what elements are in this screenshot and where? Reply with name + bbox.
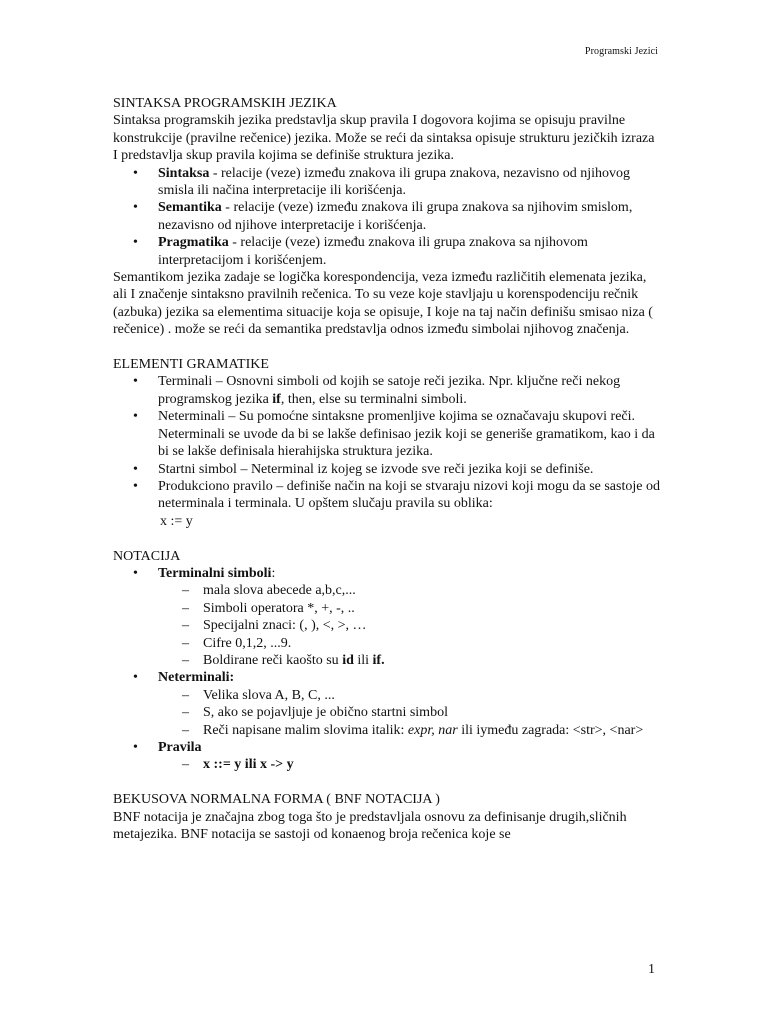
item-text: Cifre 0,1,2, ...9.: [203, 635, 292, 651]
item-text: S, ako se pojavljuje je obično startni simbol: [203, 705, 448, 721]
sublist-item: [158, 756, 661, 773]
bullet-icon: •: [133, 670, 138, 686]
list-item: [113, 565, 661, 669]
dash-icon: –: [182, 705, 189, 721]
term: Pragmatika: [158, 235, 229, 251]
list-item: [113, 165, 661, 200]
dash-icon: –: [182, 652, 189, 668]
term: Semantika: [158, 200, 222, 216]
terminalni-sublist: [158, 582, 661, 669]
item-text: Startni simbol – Neterminal iz kojeg se izvode sve reči jezika koji se definiše.: [158, 461, 594, 477]
section-title-elementi: ELEMENTI GRAMATIKE: [113, 357, 269, 373]
item-text: Specijalni znaci: (, ), <, >, …: [203, 618, 367, 634]
dash-icon: –: [182, 600, 189, 616]
label-suffix: :: [271, 565, 276, 581]
item-text: Simboli operatora *, +, -, ..: [203, 600, 355, 616]
list-item: [113, 478, 661, 530]
spacer: [113, 530, 661, 547]
dash-icon: –: [182, 635, 189, 651]
neterminali-sublist: [158, 687, 661, 739]
page-number: 1: [648, 962, 655, 977]
list-item: [113, 739, 661, 774]
rule-definition: x ::= y ili x -> y: [203, 757, 294, 773]
term-description: - relacije (veze) između znakova ili grupa znakova sa njihovom interpretacijom i korišćenjem.: [158, 235, 588, 268]
bullet-icon: •: [133, 235, 138, 251]
spacer: [113, 774, 661, 791]
document-body: [113, 95, 661, 843]
bullet-icon: •: [133, 374, 138, 390]
list-item: [113, 373, 661, 408]
dash-icon: –: [182, 722, 189, 738]
sintaksa-intro: Sintaksa programskih jezika predstavlja skup pravila I dogovora kojima se opisuju pravilne konstrukcije (pravilne rečenice) jezika. Može se reći da sintaksa opisuje strukturu jezičkih izraza I predstavlja skup pravila kojima se definiše struktura jezika.: [113, 113, 655, 164]
pravila-sublist: [158, 756, 661, 773]
item-text: mala slova abecede a,b,c,...: [203, 583, 356, 599]
dash-icon: –: [182, 583, 189, 599]
item-text: , then, else su terminalni simboli.: [280, 391, 467, 407]
bnf-text: BNF notacija je značajna zbog toga što je predstavljala osnovu za definisanje drugih,sličnih metajezika. BNF notacija se sastoji od konaenog broja rečenica koje se: [113, 809, 627, 843]
list-item: [113, 199, 661, 234]
sublist-item: [158, 652, 661, 669]
dash-icon: –: [182, 687, 189, 703]
section-title-bnf: BEKUSOVA NORMALNA FORMA ( BNF NOTACIJA ): [113, 792, 440, 808]
term-description: - relacije (veze) između znakova ili grupa znakova, nezavisno od njihovog smisla ili načina interpretacije ili korišćenja.: [158, 165, 630, 199]
list-item: [113, 461, 661, 478]
sublist-item: [158, 722, 661, 739]
sintaksa-outro: Semantikom jezika zadaje se logička korespondencija, veza između različitih elemenata jezika, ali I značenje sintaksno pravilnih rečenica. To su veze koje stavljaju u korenspodenciju rečnik (azbuka) jezika sa elementima situacije koja se opisuje, I koje na taj način definišu smisao niza ( rečenice) . može se reći da semantika predstavlja odnos između simbolai njihovog značenja.: [113, 270, 653, 338]
sublist-item: [158, 600, 661, 617]
dash-icon: –: [182, 618, 189, 634]
section-title-sintaksa: SINTAKSA PROGRAMSKIH JEZIKA: [113, 96, 337, 111]
running-header: Programski Jezici: [584, 46, 658, 57]
item-text: Produkciono pravilo – definiše način na koji se stvaraju nizovi koji mogu da se sastoje od neterminala i terminala. U opštem slučaju pravila su oblika:: [158, 478, 660, 512]
item-text: Velika slova A, B, C, ...: [203, 687, 335, 703]
term-description: - relacije (veze) između znakova ili grupa znakova sa njihovim smislom, nezavisno od njihove interpretacije i korišćenja.: [158, 200, 633, 233]
elementi-list: [113, 373, 661, 530]
bullet-icon: •: [133, 165, 138, 181]
group-label: Neterminali:: [158, 670, 235, 686]
item-text: Boldirane reči kaošto su: [203, 652, 343, 668]
bullet-icon: •: [133, 565, 138, 581]
italic-example: expr, nar: [407, 722, 458, 738]
sublist-item: [158, 582, 661, 599]
sublist-item: [158, 617, 661, 634]
bullet-icon: •: [133, 740, 138, 755]
sublist-item: [158, 687, 661, 704]
item-text: Reči napisane malim slovima italik:: [203, 722, 408, 738]
sintaksa-list: [113, 165, 661, 269]
rule-form: x := y: [160, 513, 193, 529]
bullet-icon: •: [133, 478, 138, 494]
group-label: Terminalni simboli: [158, 565, 272, 581]
dash-icon: –: [182, 757, 189, 773]
item-text: Neterminali – Su pomoćne sintaksne promenljive kojima se označavaju skupovi reči. Neterminali se uvode da bi se lakše definisao jezik koji se generiše gramatikom, kao i da bi se lakše definisala hierahijska struktura jezika.: [158, 409, 655, 460]
item-text: Terminali – Osnovni simboli od kojih se satoje reči jezika. Npr. ključne reči nekog programskog jezika: [158, 374, 621, 407]
bullet-icon: •: [133, 200, 138, 216]
term: Sintaksa: [158, 165, 210, 181]
group-label: Pravila: [158, 740, 202, 755]
item-text: ili iymeđu zagrada: <str>, <nar>: [457, 722, 644, 738]
notacija-list: [113, 565, 661, 774]
bullet-icon: •: [133, 461, 138, 477]
sublist-item: [158, 635, 661, 652]
list-item: [113, 408, 661, 460]
spacer: [113, 339, 661, 356]
keyword: id: [342, 652, 354, 668]
item-text: ili: [353, 652, 373, 668]
list-item: [113, 234, 661, 269]
list-item: [113, 669, 661, 739]
bullet-icon: •: [133, 409, 138, 425]
keyword: if.: [372, 652, 385, 668]
sublist-item: [158, 704, 661, 721]
section-title-notacija: NOTACIJA: [113, 548, 181, 564]
keyword: if: [272, 391, 281, 407]
